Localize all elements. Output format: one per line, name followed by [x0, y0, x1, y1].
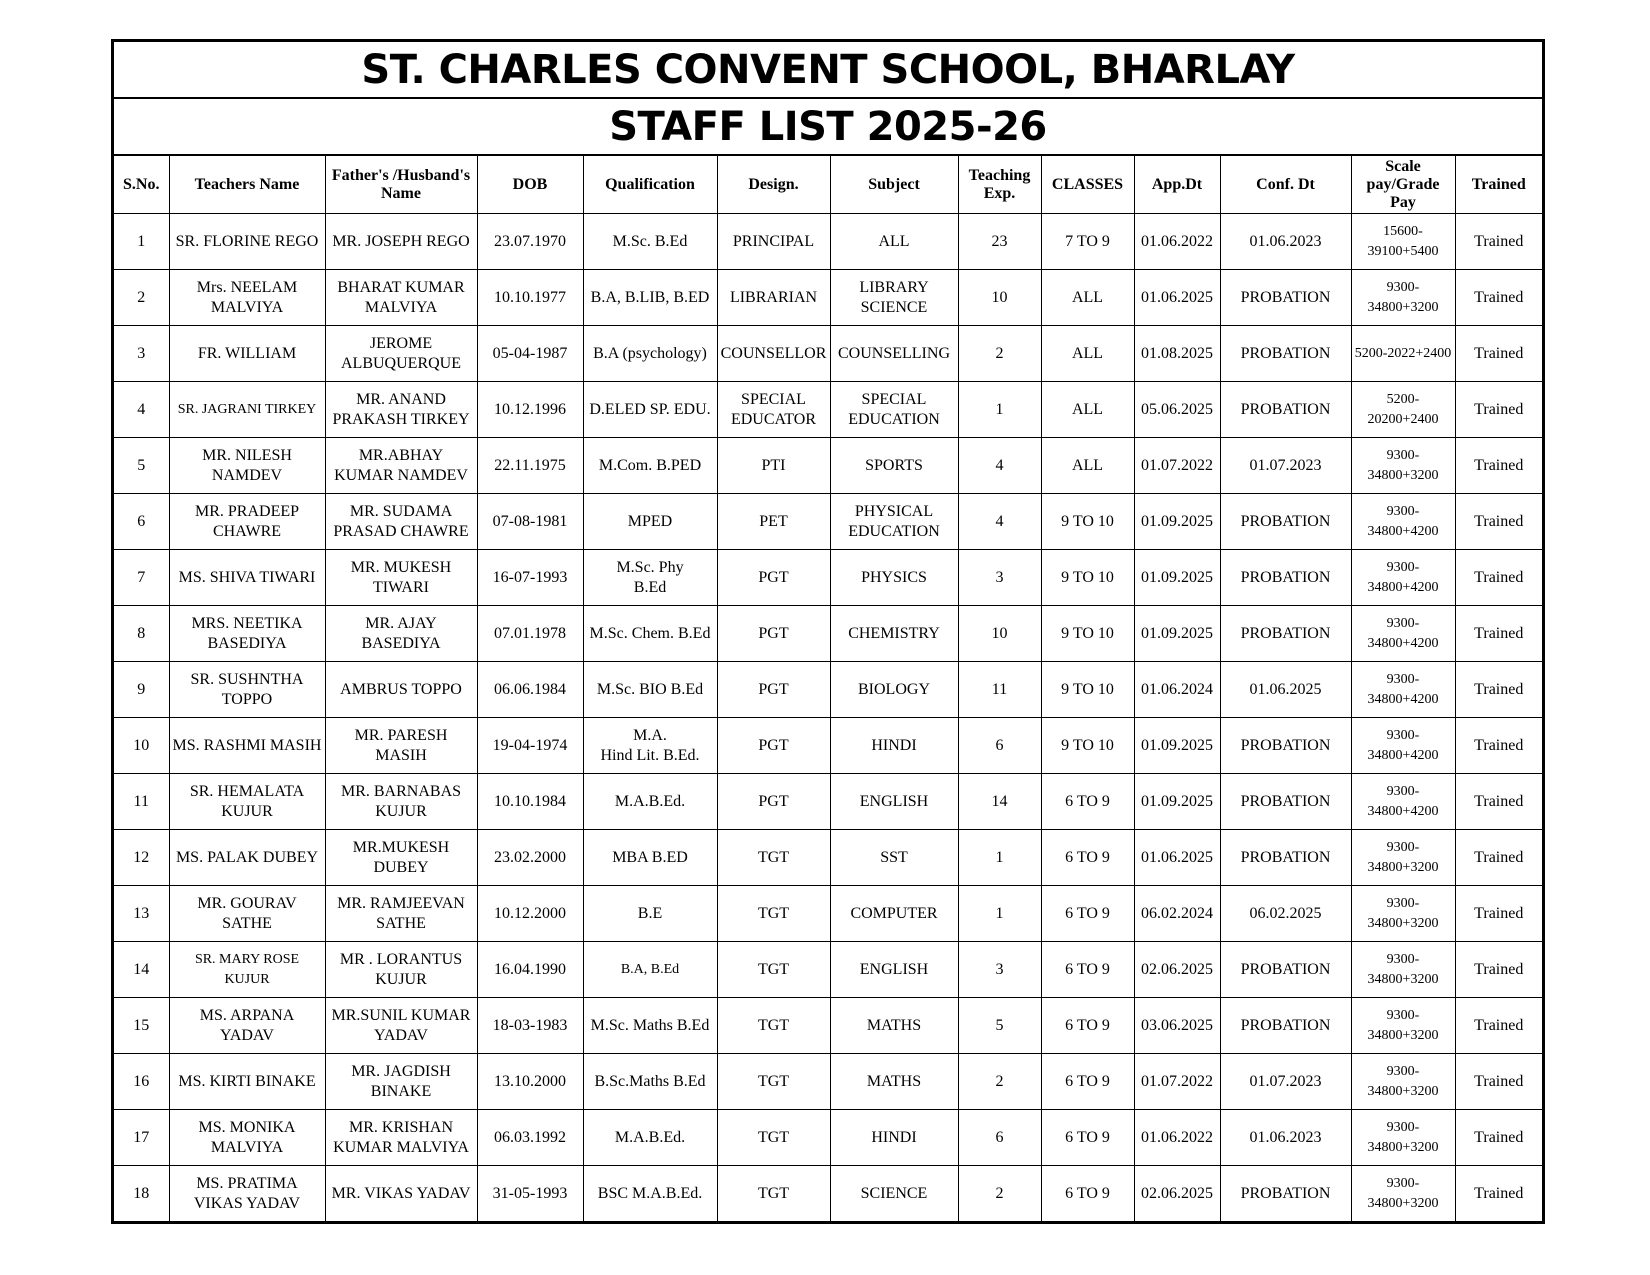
header-trained: Trained	[1455, 156, 1542, 214]
cell-name: MS. KIRTI BINAKE	[169, 1054, 325, 1110]
cell-exp: 10	[958, 270, 1041, 326]
header-scale: Scale pay/Grade Pay	[1351, 156, 1455, 214]
cell-sno: 2	[114, 270, 169, 326]
cell-sno: 15	[114, 998, 169, 1054]
cell-name: MS. SHIVA TIWARI	[169, 550, 325, 606]
cell-subject: HINDI	[830, 718, 958, 774]
cell-trained: Trained	[1455, 438, 1542, 494]
cell-qualification: B.A, B.Ed	[583, 942, 717, 998]
cell-exp: 3	[958, 550, 1041, 606]
cell-qualification: B.A (psychology)	[583, 326, 717, 382]
cell-exp: 23	[958, 214, 1041, 270]
cell-trained: Trained	[1455, 606, 1542, 662]
cell-sno: 8	[114, 606, 169, 662]
cell-father: MR. KRISHAN KUMAR MALVIYA	[325, 1110, 477, 1166]
cell-conf-dt: 01.06.2023	[1220, 1110, 1351, 1166]
cell-sno: 4	[114, 382, 169, 438]
cell-app-dt: 01.09.2025	[1134, 550, 1220, 606]
cell-name: MS. PALAK DUBEY	[169, 830, 325, 886]
cell-scale: 9300-34800+4200	[1351, 606, 1455, 662]
cell-conf-dt: PROBATION	[1220, 270, 1351, 326]
cell-conf-dt: PROBATION	[1220, 382, 1351, 438]
cell-scale: 9300-34800+3200	[1351, 998, 1455, 1054]
cell-conf-dt: PROBATION	[1220, 606, 1351, 662]
cell-qualification: MPED	[583, 494, 717, 550]
cell-subject: MATHS	[830, 1054, 958, 1110]
cell-design: TGT	[717, 830, 830, 886]
cell-father: AMBRUS TOPPO	[325, 662, 477, 718]
cell-subject: SPECIAL EDUCATION	[830, 382, 958, 438]
school-name: ST. CHARLES CONVENT SCHOOL, BHARLAY	[114, 42, 1542, 99]
cell-father: MR.MUKESH DUBEY	[325, 830, 477, 886]
cell-exp: 4	[958, 494, 1041, 550]
cell-name: MS. RASHMI MASIH	[169, 718, 325, 774]
cell-conf-dt: 06.02.2025	[1220, 886, 1351, 942]
cell-classes: 6 TO 9	[1041, 1110, 1134, 1166]
cell-dob: 10.10.1977	[477, 270, 583, 326]
cell-name: MS. ARPANA YADAV	[169, 998, 325, 1054]
cell-sno: 14	[114, 942, 169, 998]
cell-classes: 6 TO 9	[1041, 774, 1134, 830]
cell-sno: 18	[114, 1166, 169, 1222]
cell-qualification: M.Sc. Chem. B.Ed	[583, 606, 717, 662]
cell-trained: Trained	[1455, 326, 1542, 382]
table-row	[114, 494, 1542, 550]
table-row	[114, 1166, 1542, 1222]
cell-app-dt: 01.09.2025	[1134, 606, 1220, 662]
cell-dob: 06.06.1984	[477, 662, 583, 718]
header-name: Teachers Name	[169, 156, 325, 214]
cell-app-dt: 01.06.2022	[1134, 1110, 1220, 1166]
cell-design: TGT	[717, 998, 830, 1054]
cell-qualification: M.Sc. Phy B.Ed	[583, 550, 717, 606]
cell-design: PGT	[717, 550, 830, 606]
cell-qualification: D.ELED SP. EDU.	[583, 382, 717, 438]
cell-father: MR. MUKESH TIWARI	[325, 550, 477, 606]
cell-conf-dt: 01.06.2023	[1220, 214, 1351, 270]
cell-design: TGT	[717, 1110, 830, 1166]
cell-sno: 11	[114, 774, 169, 830]
cell-name: SR. HEMALATA KUJUR	[169, 774, 325, 830]
cell-app-dt: 01.07.2022	[1134, 438, 1220, 494]
cell-trained: Trained	[1455, 662, 1542, 718]
cell-qualification: B.E	[583, 886, 717, 942]
table-row	[114, 270, 1542, 326]
cell-father: MR . LORANTUS KUJUR	[325, 942, 477, 998]
cell-conf-dt: PROBATION	[1220, 830, 1351, 886]
cell-design: PRINCIPAL	[717, 214, 830, 270]
cell-subject: COUNSELLING	[830, 326, 958, 382]
cell-dob: 23.07.1970	[477, 214, 583, 270]
cell-father: MR. RAMJEEVAN SATHE	[325, 886, 477, 942]
cell-exp: 1	[958, 382, 1041, 438]
cell-design: LIBRARIAN	[717, 270, 830, 326]
cell-qualification: M.Sc. B.Ed	[583, 214, 717, 270]
cell-conf-dt: PROBATION	[1220, 942, 1351, 998]
cell-scale: 9300-34800+3200	[1351, 1054, 1455, 1110]
cell-app-dt: 01.06.2022	[1134, 214, 1220, 270]
cell-app-dt: 06.02.2024	[1134, 886, 1220, 942]
cell-conf-dt: PROBATION	[1220, 1166, 1351, 1222]
cell-father: MR. ANAND PRAKASH TIRKEY	[325, 382, 477, 438]
cell-qualification: M.Com. B.PED	[583, 438, 717, 494]
cell-exp: 3	[958, 942, 1041, 998]
cell-father: MR.SUNIL KUMAR YADAV	[325, 998, 477, 1054]
cell-classes: 9 TO 10	[1041, 494, 1134, 550]
cell-father: MR. PARESH MASIH	[325, 718, 477, 774]
cell-conf-dt: 01.07.2023	[1220, 438, 1351, 494]
header-conf-dt: Conf. Dt	[1220, 156, 1351, 214]
cell-qualification: B.Sc.Maths B.Ed	[583, 1054, 717, 1110]
cell-conf-dt: 01.07.2023	[1220, 1054, 1351, 1110]
cell-app-dt: 01.07.2022	[1134, 1054, 1220, 1110]
cell-subject: SPORTS	[830, 438, 958, 494]
table-row	[114, 382, 1542, 438]
cell-trained: Trained	[1455, 214, 1542, 270]
cell-trained: Trained	[1455, 1110, 1542, 1166]
cell-name: MR. PRADEEP CHAWRE	[169, 494, 325, 550]
cell-app-dt: 01.06.2024	[1134, 662, 1220, 718]
cell-app-dt: 02.06.2025	[1134, 1166, 1220, 1222]
cell-dob: 10.12.1996	[477, 382, 583, 438]
cell-dob: 07.01.1978	[477, 606, 583, 662]
cell-subject: PHYSICAL EDUCATION	[830, 494, 958, 550]
cell-conf-dt: PROBATION	[1220, 718, 1351, 774]
cell-scale: 9300-34800+4200	[1351, 550, 1455, 606]
cell-father: MR. JOSEPH REGO	[325, 214, 477, 270]
cell-name: SR. SUSHNTHA TOPPO	[169, 662, 325, 718]
table-row	[114, 886, 1542, 942]
cell-exp: 6	[958, 718, 1041, 774]
cell-app-dt: 03.06.2025	[1134, 998, 1220, 1054]
cell-design: PTI	[717, 438, 830, 494]
cell-subject: ENGLISH	[830, 774, 958, 830]
cell-trained: Trained	[1455, 1166, 1542, 1222]
cell-exp: 5	[958, 998, 1041, 1054]
cell-subject: SST	[830, 830, 958, 886]
table-row	[114, 998, 1542, 1054]
cell-design: COUNSELLOR	[717, 326, 830, 382]
header-classes: CLASSES	[1041, 156, 1134, 214]
cell-scale: 9300-34800+4200	[1351, 494, 1455, 550]
cell-classes: ALL	[1041, 270, 1134, 326]
cell-name: SR. MARY ROSE KUJUR	[169, 942, 325, 998]
cell-father: MR. JAGDISH BINAKE	[325, 1054, 477, 1110]
cell-trained: Trained	[1455, 494, 1542, 550]
cell-exp: 2	[958, 1166, 1041, 1222]
cell-qualification: BSC M.A.B.Ed.	[583, 1166, 717, 1222]
cell-app-dt: 05.06.2025	[1134, 382, 1220, 438]
cell-classes: 6 TO 9	[1041, 998, 1134, 1054]
cell-dob: 13.10.2000	[477, 1054, 583, 1110]
cell-father: BHARAT KUMAR MALVIYA	[325, 270, 477, 326]
table-row	[114, 326, 1542, 382]
cell-dob: 10.12.2000	[477, 886, 583, 942]
cell-father: MR. AJAY BASEDIYA	[325, 606, 477, 662]
cell-design: TGT	[717, 1166, 830, 1222]
cell-classes: 9 TO 10	[1041, 550, 1134, 606]
cell-sno: 12	[114, 830, 169, 886]
cell-classes: 6 TO 9	[1041, 942, 1134, 998]
cell-classes: 9 TO 10	[1041, 718, 1134, 774]
header-qualification: Qualification	[583, 156, 717, 214]
cell-name: FR. WILLIAM	[169, 326, 325, 382]
table-row	[114, 438, 1542, 494]
cell-conf-dt: PROBATION	[1220, 494, 1351, 550]
cell-exp: 11	[958, 662, 1041, 718]
cell-dob: 10.10.1984	[477, 774, 583, 830]
cell-scale: 9300-34800+4200	[1351, 662, 1455, 718]
cell-subject: PHYSICS	[830, 550, 958, 606]
cell-sno: 3	[114, 326, 169, 382]
cell-name: MR. GOURAV SATHE	[169, 886, 325, 942]
cell-trained: Trained	[1455, 1054, 1542, 1110]
cell-classes: 7 TO 9	[1041, 214, 1134, 270]
cell-classes: ALL	[1041, 382, 1134, 438]
cell-design: TGT	[717, 1054, 830, 1110]
cell-subject: SCIENCE	[830, 1166, 958, 1222]
cell-sno: 9	[114, 662, 169, 718]
cell-exp: 2	[958, 1054, 1041, 1110]
cell-dob: 22.11.1975	[477, 438, 583, 494]
cell-sno: 10	[114, 718, 169, 774]
cell-father: MR.ABHAY KUMAR NAMDEV	[325, 438, 477, 494]
cell-trained: Trained	[1455, 830, 1542, 886]
cell-classes: ALL	[1041, 326, 1134, 382]
cell-scale: 9300-34800+3200	[1351, 886, 1455, 942]
cell-subject: HINDI	[830, 1110, 958, 1166]
cell-dob: 23.02.2000	[477, 830, 583, 886]
table-row	[114, 830, 1542, 886]
header-sno: S.No.	[114, 156, 169, 214]
cell-trained: Trained	[1455, 550, 1542, 606]
cell-classes: 6 TO 9	[1041, 886, 1134, 942]
cell-conf-dt: PROBATION	[1220, 550, 1351, 606]
cell-conf-dt: 01.06.2025	[1220, 662, 1351, 718]
cell-app-dt: 01.09.2025	[1134, 718, 1220, 774]
cell-father: JEROME ALBUQUERQUE	[325, 326, 477, 382]
cell-app-dt: 02.06.2025	[1134, 942, 1220, 998]
cell-sno: 6	[114, 494, 169, 550]
cell-name: MRS. NEETIKA BASEDIYA	[169, 606, 325, 662]
header-exp: Teaching Exp.	[958, 156, 1041, 214]
list-title: STAFF LIST 2025-26	[114, 99, 1542, 156]
cell-scale: 9300-34800+3200	[1351, 270, 1455, 326]
cell-trained: Trained	[1455, 270, 1542, 326]
cell-qualification: M.Sc. Maths B.Ed	[583, 998, 717, 1054]
cell-sno: 17	[114, 1110, 169, 1166]
staff-table	[114, 156, 1542, 1221]
cell-subject: ENGLISH	[830, 942, 958, 998]
cell-subject: MATHS	[830, 998, 958, 1054]
staff-rows	[114, 214, 1542, 1222]
cell-dob: 18-03-1983	[477, 998, 583, 1054]
cell-classes: 6 TO 9	[1041, 830, 1134, 886]
cell-exp: 10	[958, 606, 1041, 662]
cell-name: MS. MONIKA MALVIYA	[169, 1110, 325, 1166]
cell-scale: 5200-2022+2400	[1351, 326, 1455, 382]
cell-exp: 4	[958, 438, 1041, 494]
cell-name: SR. FLORINE REGO	[169, 214, 325, 270]
cell-subject: COMPUTER	[830, 886, 958, 942]
cell-design: TGT	[717, 942, 830, 998]
cell-qualification: B.A, B.LIB, B.ED	[583, 270, 717, 326]
cell-scale: 9300-34800+4200	[1351, 774, 1455, 830]
table-row	[114, 550, 1542, 606]
header-app-dt: App.Dt	[1134, 156, 1220, 214]
cell-design: SPECIAL EDUCATOR	[717, 382, 830, 438]
cell-qualification: M.Sc. BIO B.Ed	[583, 662, 717, 718]
header-design: Design.	[717, 156, 830, 214]
cell-design: TGT	[717, 886, 830, 942]
cell-scale: 9300-34800+3200	[1351, 1166, 1455, 1222]
cell-classes: ALL	[1041, 438, 1134, 494]
cell-design: PGT	[717, 662, 830, 718]
cell-classes: 6 TO 9	[1041, 1054, 1134, 1110]
cell-scale: 9300-34800+3200	[1351, 942, 1455, 998]
header-dob: DOB	[477, 156, 583, 214]
cell-sno: 7	[114, 550, 169, 606]
cell-classes: 9 TO 10	[1041, 606, 1134, 662]
table-row	[114, 1054, 1542, 1110]
cell-scale: 5200-20200+2400	[1351, 382, 1455, 438]
cell-dob: 07-08-1981	[477, 494, 583, 550]
cell-qualification: M.A. Hind Lit. B.Ed.	[583, 718, 717, 774]
cell-name: MS. PRATIMA VIKAS YADAV	[169, 1166, 325, 1222]
cell-sno: 5	[114, 438, 169, 494]
table-row	[114, 718, 1542, 774]
cell-qualification: M.A.B.Ed.	[583, 774, 717, 830]
cell-name: MR. NILESH NAMDEV	[169, 438, 325, 494]
cell-scale: 9300-34800+3200	[1351, 1110, 1455, 1166]
cell-scale: 9300-34800+3200	[1351, 830, 1455, 886]
cell-classes: 6 TO 9	[1041, 1166, 1134, 1222]
table-row	[114, 214, 1542, 270]
header-row	[114, 156, 1542, 214]
cell-dob: 19-04-1974	[477, 718, 583, 774]
cell-exp: 14	[958, 774, 1041, 830]
cell-qualification: M.A.B.Ed.	[583, 1110, 717, 1166]
cell-scale: 15600-39100+5400	[1351, 214, 1455, 270]
cell-father: MR. SUDAMA PRASAD CHAWRE	[325, 494, 477, 550]
cell-app-dt: 01.09.2025	[1134, 494, 1220, 550]
cell-trained: Trained	[1455, 942, 1542, 998]
cell-trained: Trained	[1455, 382, 1542, 438]
cell-name: Mrs. NEELAM MALVIYA	[169, 270, 325, 326]
cell-trained: Trained	[1455, 718, 1542, 774]
cell-classes: 9 TO 10	[1041, 662, 1134, 718]
cell-father: MR. VIKAS YADAV	[325, 1166, 477, 1222]
cell-app-dt: 01.06.2025	[1134, 830, 1220, 886]
cell-app-dt: 01.06.2025	[1134, 270, 1220, 326]
header-subject: Subject	[830, 156, 958, 214]
cell-design: PGT	[717, 718, 830, 774]
cell-design: PET	[717, 494, 830, 550]
staff-list-sheet	[111, 39, 1545, 1224]
cell-sno: 1	[114, 214, 169, 270]
cell-conf-dt: PROBATION	[1220, 998, 1351, 1054]
cell-father: MR. BARNABAS KUJUR	[325, 774, 477, 830]
cell-trained: Trained	[1455, 774, 1542, 830]
cell-scale: 9300-34800+3200	[1351, 438, 1455, 494]
cell-design: PGT	[717, 774, 830, 830]
table-row	[114, 1110, 1542, 1166]
table-row	[114, 662, 1542, 718]
cell-sno: 16	[114, 1054, 169, 1110]
cell-dob: 31-05-1993	[477, 1166, 583, 1222]
cell-subject: ALL	[830, 214, 958, 270]
header-father: Father's /Husband's Name	[325, 156, 477, 214]
table-row	[114, 774, 1542, 830]
cell-conf-dt: PROBATION	[1220, 326, 1351, 382]
cell-conf-dt: PROBATION	[1220, 774, 1351, 830]
cell-subject: CHEMISTRY	[830, 606, 958, 662]
cell-trained: Trained	[1455, 998, 1542, 1054]
cell-trained: Trained	[1455, 886, 1542, 942]
cell-dob: 16.04.1990	[477, 942, 583, 998]
table-row	[114, 942, 1542, 998]
cell-name: SR. JAGRANI TIRKEY	[169, 382, 325, 438]
cell-scale: 9300-34800+4200	[1351, 718, 1455, 774]
cell-app-dt: 01.09.2025	[1134, 774, 1220, 830]
cell-subject: LIBRARY SCIENCE	[830, 270, 958, 326]
cell-dob: 16-07-1993	[477, 550, 583, 606]
cell-design: PGT	[717, 606, 830, 662]
cell-exp: 6	[958, 1110, 1041, 1166]
table-row	[114, 606, 1542, 662]
cell-sno: 13	[114, 886, 169, 942]
cell-exp: 2	[958, 326, 1041, 382]
cell-exp: 1	[958, 886, 1041, 942]
cell-qualification: MBA B.ED	[583, 830, 717, 886]
cell-dob: 06.03.1992	[477, 1110, 583, 1166]
cell-exp: 1	[958, 830, 1041, 886]
cell-app-dt: 01.08.2025	[1134, 326, 1220, 382]
cell-dob: 05-04-1987	[477, 326, 583, 382]
cell-subject: BIOLOGY	[830, 662, 958, 718]
